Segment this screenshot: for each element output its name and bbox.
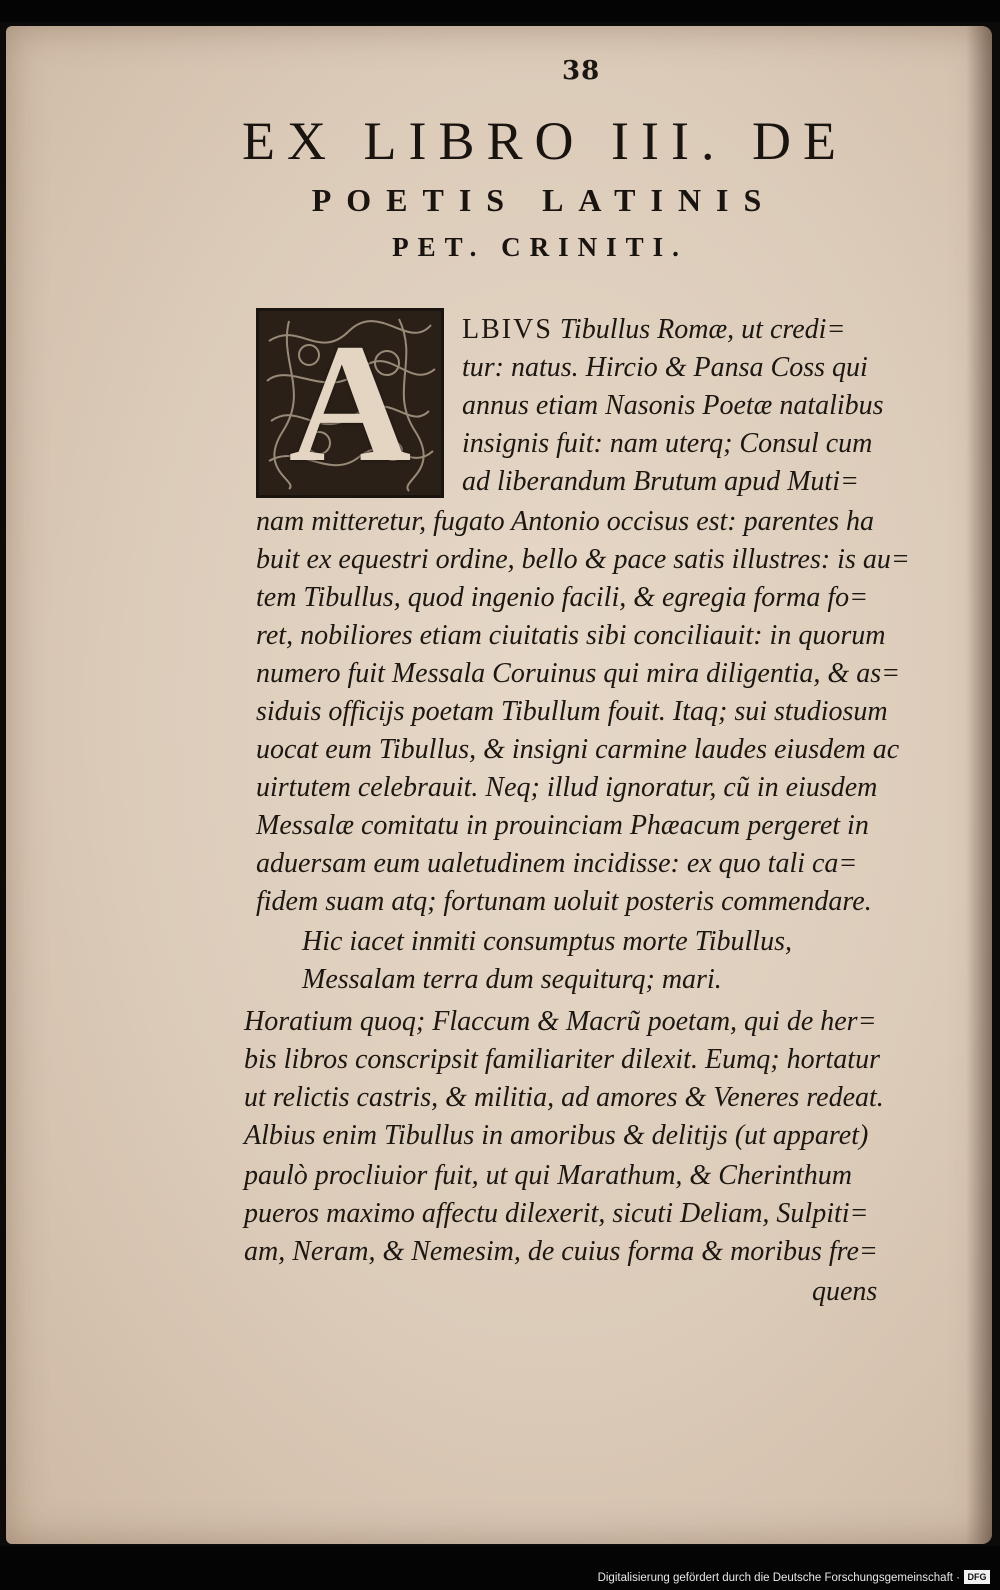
text-line: am, Neram, & Nemesim, de cuius forma & moribus fre= [244,1236,878,1267]
page-number: 38 [562,56,601,86]
decorated-initial [256,308,444,498]
text-line: paulò procliuior fuit, ut qui Marathum, & Cherinthum [244,1160,852,1191]
text-line: Horatium quoq; Flaccum & Macrũ poetam, qui de her= [244,1006,877,1037]
title-line-1: EX LIBRO III. DE [242,111,848,171]
text-caps: LBIVS [462,314,553,345]
text-line: bis libros conscripsit familiariter dilexit. Eumq; hortatur [244,1044,880,1075]
text-line: pueros maximo affectu dilexerit, sicuti Deliam, Sulpiti= [244,1198,869,1229]
text-line: uirtutem celebrauit. Neq; illud ignoratur, cũ in eiusdem [256,772,878,803]
text-line: uocat eum Tibullus, & insigni carmine laudes eiusdem ac [256,734,900,765]
dfg-logo-icon: DFG [964,1570,990,1584]
verse-line: Hic iacet inmiti consumptus morte Tibullus, [302,926,792,957]
text-line: nam mitteretur, fugato Antonio occisus est: parentes ha [256,506,875,537]
text-line: aduersam eum ualetudinem incidisse: ex quo tali ca= [256,848,858,879]
initial-letter: A [288,308,412,497]
title-line-3: PET. CRINITI. [392,232,688,262]
text-segment: Tibullus Romæ, ut credi= [552,314,846,345]
text-line: siduis officijs poetam Tibullum fouit. Itaq; sui studiosum [256,696,888,727]
text-line [462,312,845,348]
catchword: quens [812,1276,878,1307]
verse-line: Messalam terra dum sequiturq; mari. [302,964,722,995]
digitization-credit: Digitalisierung gefördert durch die Deutsche Forschungsgemeinschaft · [597,1572,960,1584]
text-line: tem Tibullus, quod ingenio facili, & egregia forma fo= [256,582,869,613]
text-line: ut relictis castris, & militia, ad amores & Veneres redeat. [244,1082,884,1113]
text-line: tur: natus. Hircio & Pansa Coss qui [462,352,868,383]
text-line: ad liberandum Brutum apud Muti= [462,466,859,497]
text-line: fidem suam atq; fortunam uoluit posteris commendare. [256,886,872,917]
text-line: Albius enim Tibullus in amoribus & delitijs (ut apparet) [244,1120,869,1151]
text-line: numero fuit Messala Coruinus qui mira diligentia, & as= [256,658,900,689]
text-line: Messalæ comitatu in prouinciam Phæacum pergeret in [256,810,869,841]
text-line: insignis fuit: nam uterq; Consul cum [462,428,873,459]
text-line: ret, nobiliores etiam ciuitatis sibi conciliauit: in quorum [256,620,886,651]
text-line: annus etiam Nasonis Poetæ natalibus [462,390,884,421]
top-border [0,0,1000,22]
text-line: buit ex equestri ordine, bello & pace satis illustres: is au= [256,544,910,575]
title-line-2: POETIS LATINIS [311,182,777,218]
